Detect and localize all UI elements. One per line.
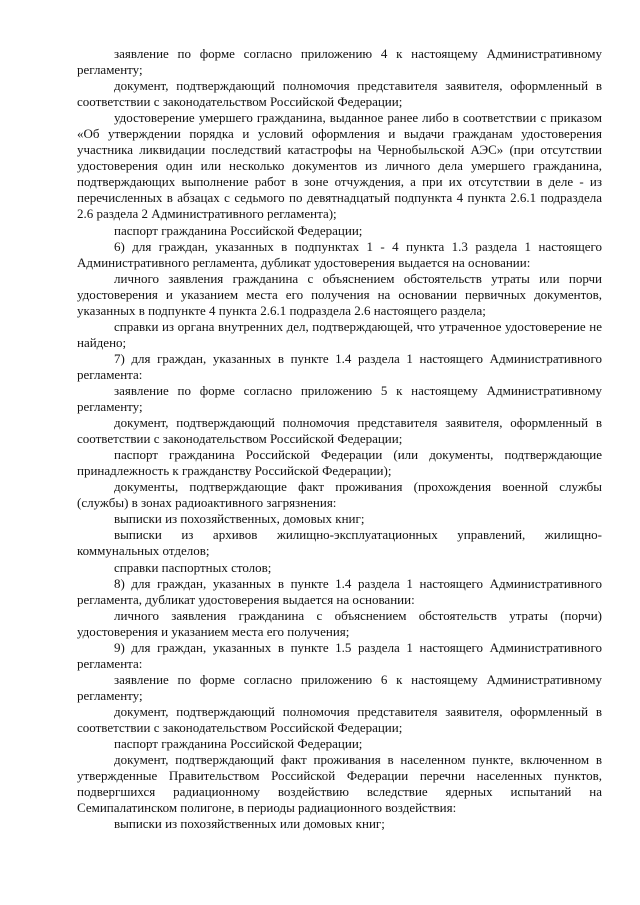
- paragraph-passport: паспорт гражданина Российской Федерации;: [114, 222, 363, 238]
- paragraph-representative-document-3: документ, подтверждающий полномочия представителя заявителя, оформленный в соответствии с законодательством Российской Федерации;: [77, 703, 602, 735]
- paragraph-passport-2: паспорт гражданина Российской Федерации;: [114, 736, 363, 752]
- paragraph-application-form-5: заявление по форме согласно приложению 5 к настоящему Административному регламенту;: [77, 382, 602, 415]
- paragraph-household-books: выписки из похозяйственных, домовых книг;: [114, 511, 365, 527]
- paragraph-application-form-6: заявление по форме согласно приложению 6 к настоящему Административному регламенту;: [77, 671, 602, 703]
- paragraph-application-form-4: заявление по форме согласно приложению 4 к настоящему Административному регламенту;: [77, 46, 602, 78]
- paragraph-item-6: 6) для граждан, указанных в подпунктах 1 - 4 пункта 1.3 раздела 1 настоящего Административного регламента, дубликат удостоверения выдается на основании:: [77, 238, 602, 270]
- paragraph-semipalatinsk-residence: документ, подтверждающий факт проживания в населенном пункте, включенном в утвержденные Правительством Российской Федерации перечни населенных пунктов, подвергшихся радиационному воздействию вследствие ядерных испытаний на Семипалатинском полигоне, в периоды радиационного воздействия:: [77, 752, 602, 816]
- paragraph-deceased-certificate: удостоверение умершего гражданина, выданное ранее либо в соответствии с приказом «Об утверждении порядка и условий оформления и выдачи гражданам удостоверения участника ликвидации последствий катастрофы на Чернобыльской АЭС» (при отсутствии удостоверения один или несколько документов из личного дела умершего гражданина, подтверждающих выполнение работ в зоне отчуждения, а при их отсутствии в деле - из перечисленных в абзацах с седьмого по девятнадцатый подпункта 4 пункта 2.6.1 подраздела 2.6 раздела 2 Административного регламента);: [77, 110, 602, 222]
- paragraph-personal-statement-2: личного заявления гражданина с объяснением обстоятельств утраты (порчи) удостоверения и указанием места его получения;: [77, 607, 602, 639]
- paragraph-household-books-2: выписки из похозяйственных или домовых книг;: [114, 816, 385, 832]
- paragraph-passport-citizenship: паспорт гражданина Российской Федерации (или документы, подтверждающие принадлежность к гражданству Российской Федерации);: [77, 447, 602, 479]
- paragraph-passport-offices: справки паспортных столов;: [114, 559, 272, 575]
- paragraph-item-8: 8) для граждан, указанных в пункте 1.4 раздела 1 настоящего Административного регламента, дубликат удостоверения выдается на основании:: [77, 575, 602, 607]
- paragraph-representative-document-2: документ, подтверждающий полномочия представителя заявителя, оформленный в соответствии с законодательством Российской Федерации;: [77, 415, 602, 447]
- paragraph-residence-documents: документы, подтверждающие факт проживания (прохождения военной службы (службы) в зонах радиоактивного загрязнения:: [77, 479, 602, 511]
- paragraph-personal-statement: личного заявления гражданина с объяснением обстоятельств утраты или порчи удостоверения и указанием места его получения на основании первичных документов, указанных в подпункте 4 пункта 2.6.1 подраздела 2.6 настоящего раздела;: [77, 270, 602, 318]
- paragraph-police-certificate: справки из органа внутренних дел, подтверждающей, что утраченное удостоверение не найдено;: [77, 318, 602, 350]
- paragraph-housing-archives: выписки из архивов жилищно-эксплуатационных управлений, жилищно-коммунальных отделов;: [77, 527, 602, 559]
- paragraph-item-9: 9) для граждан, указанных в пункте 1.5 раздела 1 настоящего Административного регламента:: [77, 639, 602, 671]
- paragraph-representative-document: документ, подтверждающий полномочия представителя заявителя, оформленный в соответствии с законодательством Российской Федерации;: [77, 78, 602, 110]
- paragraph-item-7: 7) для граждан, указанных в пункте 1.4 раздела 1 настоящего Административного регламента:: [77, 350, 602, 382]
